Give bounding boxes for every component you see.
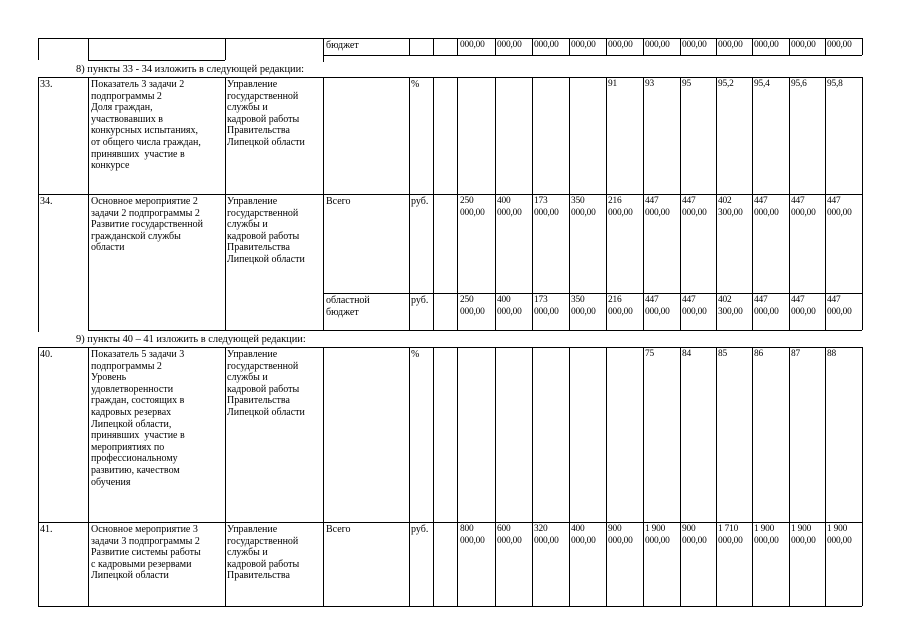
rule <box>323 293 862 294</box>
cell-value: 400 000,00 <box>497 196 522 218</box>
executor: Управление государственной службы и кадровой работы Правительства Липецкой области <box>227 196 305 265</box>
rule <box>225 347 226 606</box>
rule <box>752 77 753 330</box>
cell-value: 1 710 000,00 <box>718 524 743 546</box>
cell-value: 000,00 <box>497 40 522 50</box>
unit: руб. <box>411 524 429 535</box>
rule <box>789 77 790 330</box>
rule <box>752 38 753 55</box>
row-number: 34. <box>40 196 53 207</box>
rule <box>569 38 570 55</box>
unit: % <box>411 349 420 360</box>
rule <box>38 77 39 332</box>
rule <box>457 38 458 55</box>
cell-source: бюджет <box>326 40 359 51</box>
rule <box>323 55 862 56</box>
rule <box>409 77 410 330</box>
cell-value: 447 000,00 <box>754 196 779 218</box>
cell-value: 000,00 <box>682 40 707 50</box>
cell-value: 900 000,00 <box>608 524 633 546</box>
cell-value: 000,00 <box>571 40 596 50</box>
cell-value: 216 000,00 <box>608 196 633 218</box>
cell-value: 000,00 <box>791 40 816 50</box>
cell-value: 173 000,00 <box>534 295 559 317</box>
rule <box>457 347 458 606</box>
rule <box>825 38 826 55</box>
rule <box>88 77 89 330</box>
rule <box>862 347 863 606</box>
row-number: 33. <box>40 79 53 90</box>
cell-value: 600 000,00 <box>497 524 522 546</box>
cell-value: 1 900 000,00 <box>827 524 852 546</box>
rule <box>88 60 225 61</box>
indicator-name: Показатель 3 задачи 2 подпрограммы 2 Доля граждан, участвовавших в конкурсных испытаниях, от общего числа граждан, принявших участие в конкурсе <box>91 79 201 172</box>
cell-value: 350 000,00 <box>571 295 596 317</box>
indicator-name: Показатель 5 задачи 3 подпрограммы 2 Уровень удовлетворенности граждан, состоящих в кадровых резервах Липецкой области, принявших участие в мероприятиях по профессиональному развитию, качеством обучения <box>91 349 185 488</box>
cell-value: 1 900 000,00 <box>791 524 816 546</box>
cell-value: 95,4 <box>754 79 770 89</box>
rule <box>38 347 862 348</box>
rule <box>323 38 324 62</box>
cell-source: Всего <box>326 524 351 535</box>
cell-value: 000,00 <box>754 40 779 50</box>
cell-value: 800 000,00 <box>460 524 485 546</box>
cell-value: 216 000,00 <box>608 295 633 317</box>
rule <box>752 347 753 606</box>
cell-value: 402 300,00 <box>718 295 743 317</box>
rule <box>789 38 790 55</box>
cell-value: 400 000,00 <box>497 295 522 317</box>
unit: руб. <box>411 196 429 207</box>
rule <box>38 38 39 60</box>
cell-value: 95,8 <box>827 79 843 89</box>
cell-value: 84 <box>682 349 691 359</box>
cell-value: 95,2 <box>718 79 734 89</box>
rule <box>789 347 790 606</box>
rule <box>225 38 226 60</box>
executor: Управление государственной службы и кадровой работы Правительства Липецкой области <box>227 349 305 418</box>
rule <box>862 77 863 330</box>
executor: Управление государственной службы и кадровой работы Правительства <box>227 524 300 582</box>
cell-value: 87 <box>791 349 800 359</box>
rule <box>606 38 607 55</box>
rule <box>716 77 717 330</box>
rule <box>88 330 325 331</box>
rule <box>825 347 826 606</box>
rule <box>457 77 458 330</box>
cell-source: областной бюджет <box>326 295 370 318</box>
amendment-text: 9) пункты 40 – 41 изложить в следующей редакции: <box>76 334 306 345</box>
cell-value: 000,00 <box>534 40 559 50</box>
rule <box>38 347 39 606</box>
rule <box>38 522 862 523</box>
row-number: 41. <box>40 524 53 535</box>
cell-value: 000,00 <box>827 40 852 50</box>
rule <box>88 347 89 606</box>
cell-value: 402 300,00 <box>718 196 743 218</box>
cell-value: 447 000,00 <box>791 295 816 317</box>
cell-value: 000,00 <box>645 40 670 50</box>
rule <box>643 347 644 606</box>
rule <box>532 38 533 55</box>
cell-value: 1 900 000,00 <box>645 524 670 546</box>
rule <box>862 38 863 55</box>
rule <box>38 194 862 195</box>
rule <box>495 38 496 55</box>
cell-value: 000,00 <box>608 40 633 50</box>
rule <box>409 347 410 606</box>
rule <box>433 347 434 606</box>
cell-value: 447 000,00 <box>827 295 852 317</box>
rule <box>532 77 533 330</box>
cell-value: 447 000,00 <box>791 196 816 218</box>
rule <box>680 38 681 55</box>
cell-value: 447 000,00 <box>827 196 852 218</box>
rule <box>38 77 862 78</box>
rule <box>88 38 89 60</box>
cell-value: 95,6 <box>791 79 807 89</box>
rule <box>680 77 681 330</box>
cell-value: 447 000,00 <box>754 295 779 317</box>
rule <box>825 77 826 330</box>
cell-value: 447 000,00 <box>682 196 707 218</box>
rule <box>680 347 681 606</box>
rule <box>606 347 607 606</box>
rule <box>606 77 607 330</box>
cell-value: 1 900 000,00 <box>754 524 779 546</box>
rule <box>569 347 570 606</box>
cell-value: 320 000,00 <box>534 524 559 546</box>
cell-value: 91 <box>608 79 617 89</box>
rule <box>643 38 644 55</box>
rule <box>495 77 496 330</box>
rule <box>532 347 533 606</box>
cell-value: 350 000,00 <box>571 196 596 218</box>
cell-value: 447 000,00 <box>682 295 707 317</box>
cell-value: 93 <box>645 79 654 89</box>
cell-value: 000,00 <box>718 40 743 50</box>
rule <box>38 606 862 607</box>
rule <box>495 347 496 606</box>
cell-value: 88 <box>827 349 836 359</box>
rule <box>323 330 862 331</box>
cell-value: 447 000,00 <box>645 196 670 218</box>
cell-source: Всего <box>326 196 351 207</box>
rule <box>433 38 434 55</box>
rule <box>409 38 410 55</box>
rule <box>643 77 644 330</box>
activity-name: Основное мероприятие 2 задачи 2 подпрограммы 2 Развитие государственной гражданской службы области <box>91 196 203 254</box>
unit: % <box>411 79 420 90</box>
executor: Управление государственной службы и кадровой работы Правительства Липецкой области <box>227 79 305 148</box>
cell-value: 000,00 <box>460 40 485 50</box>
cell-value: 95 <box>682 79 691 89</box>
cell-value: 250 000,00 <box>460 295 485 317</box>
cell-value: 85 <box>718 349 727 359</box>
rule <box>38 38 862 39</box>
rule <box>569 77 570 330</box>
cell-value: 900 000,00 <box>682 524 707 546</box>
cell-value: 173 000,00 <box>534 196 559 218</box>
cell-value: 250 000,00 <box>460 196 485 218</box>
rule <box>323 347 324 606</box>
rule <box>433 77 434 330</box>
cell-value: 86 <box>754 349 763 359</box>
rule <box>323 77 324 330</box>
rule <box>716 38 717 55</box>
cell-value: 447 000,00 <box>645 295 670 317</box>
activity-name: Основное мероприятие 3 задачи 3 подпрограммы 2 Развитие системы работы с кадровыми резервами Липецкой области <box>91 524 201 582</box>
cell-value: 400 000,00 <box>571 524 596 546</box>
row-number: 40. <box>40 349 53 360</box>
rule <box>716 347 717 606</box>
amendment-text: 8) пункты 33 - 34 изложить в следующей редакции: <box>76 64 305 75</box>
rule <box>225 77 226 330</box>
unit: руб. <box>411 295 429 306</box>
cell-value: 75 <box>645 349 654 359</box>
